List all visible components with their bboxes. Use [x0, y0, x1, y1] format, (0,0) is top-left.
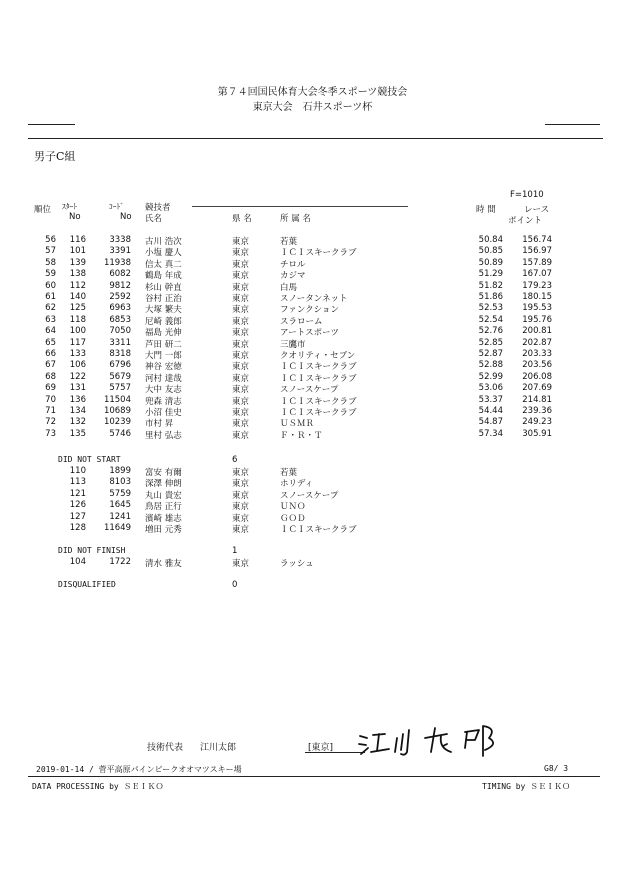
race-time: 52.53: [478, 303, 503, 314]
club-name: ＵＮＯ: [280, 502, 306, 513]
code-no: 10689: [103, 406, 131, 416]
start-no: 132: [69, 417, 86, 428]
start-no: 128: [69, 523, 86, 533]
code-no: 8103: [109, 477, 131, 488]
prefecture: 東京: [232, 419, 250, 430]
data-processing: DATA PROCESSING by ＳＥＩＫＯ: [32, 782, 164, 791]
code-no: 3391: [109, 246, 131, 257]
dns-row: [0, 523, 625, 535]
prefecture: 東京: [232, 362, 250, 373]
race-time: 53.06: [478, 383, 503, 394]
code-no: 1899: [109, 466, 131, 476]
start-no: 113: [69, 477, 86, 488]
page-number: G8/ 3: [544, 764, 569, 773]
result-row: [0, 281, 625, 293]
rank: 56: [45, 235, 56, 245]
prefecture: 東京: [232, 490, 250, 501]
race-time: 52.76: [478, 326, 503, 337]
col-pref: 県 名: [232, 214, 252, 224]
group-title: 男子C組: [34, 150, 76, 163]
dnf-label: DID NOT FINISH: [58, 546, 126, 555]
event-title: 第７４回国民体育大会冬季スポーツ競技会: [217, 87, 408, 98]
athlete-name: 小塩 慶人: [145, 248, 182, 259]
prefecture: 東京: [232, 271, 250, 282]
prefecture: 東京: [232, 339, 250, 350]
prefecture: 東京: [232, 282, 250, 293]
club-name: ＩＣＩスキークラブ: [280, 396, 357, 407]
dsq-count: 0: [232, 580, 238, 590]
divider-full: [28, 138, 603, 139]
code-no: 6796: [109, 360, 131, 371]
result-row: [0, 338, 625, 350]
divider-left: [28, 124, 75, 125]
athlete-name: 里村 弘志: [145, 430, 182, 441]
result-row: [0, 326, 625, 338]
dsq-label: DISQUALIFIED: [58, 580, 116, 589]
result-row: [0, 429, 625, 441]
athlete-name: 福島 光伸: [145, 328, 182, 339]
club-name: ラッシュ: [280, 559, 314, 569]
race-points: 207.69: [522, 383, 552, 394]
dns-label: DID NOT START: [58, 455, 121, 464]
dnf-count: 1: [232, 546, 238, 556]
td-name: 江川太郎: [200, 743, 237, 753]
race-points: 157.89: [522, 257, 552, 268]
club-name: カジマ: [280, 271, 306, 282]
race-time: 52.54: [478, 314, 503, 325]
result-row: [0, 395, 625, 407]
prefecture: 東京: [232, 237, 250, 247]
club-name: 若葉: [280, 237, 298, 247]
race-points: 214.81: [522, 394, 552, 405]
start-no: 133: [69, 349, 86, 359]
col-code-bottom: No: [120, 212, 132, 222]
dns-row: [0, 500, 625, 512]
dnf-row: [0, 557, 625, 569]
start-no: 100: [69, 326, 86, 337]
rank: 66: [45, 349, 56, 359]
prefecture: 東京: [232, 468, 250, 478]
code-no: 7050: [109, 326, 131, 337]
race-points: 156.97: [522, 246, 552, 257]
start-no: 121: [69, 488, 86, 499]
club-name: チロル: [280, 259, 306, 270]
result-row: [0, 383, 625, 395]
code-no: 11938: [103, 257, 131, 268]
rank: 64: [45, 326, 56, 337]
result-row: [0, 372, 625, 384]
code-no: 10239: [103, 417, 131, 428]
race-points: 202.87: [522, 337, 552, 348]
start-no: 138: [69, 269, 86, 280]
col-athlete-top: 競技者: [145, 203, 171, 213]
athlete-name: 小沼 佳史: [145, 408, 182, 418]
club-name: ＩＣＩスキークラブ: [280, 362, 357, 373]
code-no: 6853: [109, 314, 131, 325]
race-points: 195.53: [522, 303, 552, 314]
athlete-name: 富安 有爾: [145, 468, 182, 478]
prefecture: 東京: [232, 502, 250, 513]
athlete-name: 古川 浩次: [145, 237, 182, 247]
club-name: ファンクション: [280, 305, 339, 316]
start-no: 126: [69, 500, 86, 511]
club-name: クオリティ・セブン: [280, 351, 356, 361]
dns-row: [0, 477, 625, 489]
divider-right: [545, 124, 600, 125]
dns-row: [0, 466, 625, 478]
race-time: 52.85: [478, 337, 503, 348]
club-name: 三鷹市: [280, 339, 306, 350]
col-race-top: レース: [524, 205, 550, 215]
code-no: 2592: [109, 292, 131, 302]
code-no: 6082: [109, 269, 131, 280]
rank: 63: [45, 314, 56, 325]
race-points: 167.07: [522, 269, 552, 280]
signature-image: [355, 718, 505, 760]
result-row: [0, 315, 625, 327]
start-no: 110: [69, 466, 86, 476]
code-no: 1722: [109, 557, 131, 567]
rank: 57: [45, 246, 56, 257]
col-start-top: ｽﾀｰﾄ: [62, 202, 77, 211]
athlete-name: 鳥居 正行: [145, 502, 182, 513]
result-row: [0, 235, 625, 247]
race-time: 54.44: [478, 406, 503, 416]
race-time: 50.85: [478, 246, 503, 257]
race-time: 50.89: [478, 257, 503, 268]
code-no: 9812: [109, 280, 131, 291]
code-no: 5759: [109, 488, 131, 499]
race-time: 52.88: [478, 360, 503, 371]
athlete-name: 谷村 正治: [145, 294, 182, 304]
start-no: 122: [69, 371, 86, 382]
result-row: [0, 360, 625, 372]
athlete-name: 大塚 繁夫: [145, 305, 182, 316]
race-points: 206.08: [522, 371, 552, 382]
timing-credit: TIMING by ＳＥＩＫＯ: [482, 782, 571, 791]
rank: 65: [45, 337, 56, 348]
rank: 58: [45, 257, 56, 268]
col-rank: 順位: [34, 205, 52, 215]
rank: 69: [45, 383, 56, 394]
club-name: 若葉: [280, 468, 298, 478]
prefecture: 東京: [232, 328, 250, 339]
race-time: 51.82: [478, 280, 503, 291]
rank: 59: [45, 269, 56, 280]
club-name: ＵＳＭＲ: [280, 419, 315, 430]
prefecture: 東京: [232, 316, 250, 327]
code-no: 5757: [109, 383, 131, 394]
result-row: [0, 417, 625, 429]
race-points: 180.15: [522, 292, 552, 302]
start-no: 104: [69, 557, 86, 567]
dns-row: [0, 512, 625, 524]
date-venue: 2019-01-14 / 菅平高原パインビークオオマツスキー場: [36, 765, 242, 774]
event-subtitle: 東京大会 石井スポーツ杯: [252, 102, 373, 113]
race-time: 51.86: [478, 292, 503, 302]
start-no: 112: [69, 280, 86, 291]
code-no: 5746: [109, 428, 131, 439]
athlete-name: 大門 一郎: [145, 351, 182, 361]
start-no: 134: [69, 406, 86, 416]
race-time: 51.29: [478, 269, 503, 280]
race-points: 249.23: [522, 417, 552, 428]
td-pref: [東京]: [308, 743, 334, 753]
club-name: ＩＣＩスキークラブ: [280, 248, 357, 259]
athlete-name: 鶴島 年成: [145, 271, 182, 282]
rank: 73: [45, 428, 56, 439]
header-rule: [192, 206, 408, 207]
start-no: 106: [69, 360, 86, 371]
start-no: 136: [69, 394, 86, 405]
race-points: 156.74: [522, 235, 552, 245]
start-no: 127: [69, 511, 86, 522]
prefecture: 東京: [232, 525, 250, 535]
race-time: 52.99: [478, 371, 503, 382]
race-time: 50.84: [478, 235, 503, 245]
race-points: 203.56: [522, 360, 552, 371]
start-no: 140: [69, 292, 86, 302]
race-points: 200.81: [522, 326, 552, 337]
start-no: 118: [69, 314, 86, 325]
start-no: 135: [69, 428, 86, 439]
athlete-name: 尼崎 義郎: [145, 316, 182, 327]
race-points: 239.36: [522, 406, 552, 416]
prefecture: 東京: [232, 559, 250, 569]
footer-rule: [28, 776, 600, 777]
col-race-bottom: ポイント: [508, 216, 543, 226]
club-name: スラローム: [280, 316, 323, 327]
rank: 71: [45, 406, 56, 416]
athlete-name: 深澤 伸朗: [145, 479, 182, 490]
code-no: 11504: [103, 394, 131, 405]
race-points: 179.23: [522, 280, 552, 291]
club-name: スノースケープ: [280, 490, 339, 501]
club-name: Ｆ・Ｒ・Ｔ: [280, 430, 323, 441]
athlete-name: 市村 昇: [145, 419, 174, 430]
result-row: [0, 246, 625, 258]
athlete-name: 増田 元秀: [145, 525, 182, 535]
result-row: [0, 292, 625, 304]
race-points: 203.33: [522, 349, 552, 359]
code-no: 3338: [109, 235, 131, 245]
td-label: 技術代表: [147, 743, 184, 753]
code-no: 5679: [109, 371, 131, 382]
result-row: [0, 303, 625, 315]
club-name: ＩＣＩスキークラブ: [280, 408, 357, 418]
result-row: [0, 406, 625, 418]
race-time: 52.87: [478, 349, 503, 359]
start-no: 125: [69, 303, 86, 314]
col-athlete-bottom: 氏名: [145, 214, 163, 224]
club-name: スノータンネット: [280, 294, 348, 304]
prefecture: 東京: [232, 396, 250, 407]
code-no: 11649: [103, 523, 131, 533]
rank: 68: [45, 371, 56, 382]
rank: 67: [45, 360, 56, 371]
result-row: [0, 269, 625, 281]
prefecture: 東京: [232, 513, 250, 524]
race-points: 195.76: [522, 314, 552, 325]
athlete-name: 大中 友志: [145, 385, 182, 396]
prefecture: 東京: [232, 305, 250, 316]
code-no: 6963: [109, 303, 131, 314]
dns-row: [0, 489, 625, 501]
race-time: 57.34: [478, 428, 503, 439]
col-time: 時 間: [476, 205, 496, 215]
athlete-name: 信太 真二: [145, 259, 182, 270]
club-name: ＩＣＩスキークラブ: [280, 373, 357, 384]
prefecture: 東京: [232, 259, 250, 270]
prefecture: 東京: [232, 294, 250, 304]
prefecture: 東京: [232, 351, 250, 361]
dns-count: 6: [232, 455, 238, 465]
club-name: ＩＣＩスキークラブ: [280, 525, 357, 535]
club-name: スノースケープ: [280, 385, 339, 396]
code-no: 1241: [109, 511, 131, 522]
athlete-name: 丸山 貴宏: [145, 490, 182, 501]
prefecture: 東京: [232, 373, 250, 384]
athlete-name: 濱崎 雄志: [145, 513, 182, 524]
athlete-name: 河村 達哉: [145, 373, 182, 384]
start-no: 116: [69, 235, 86, 245]
code-no: 3311: [109, 337, 131, 348]
start-no: 117: [69, 337, 86, 348]
code-no: 1645: [109, 500, 131, 511]
rank: 61: [45, 292, 56, 302]
result-row: [0, 258, 625, 270]
f-value: F=1010: [510, 190, 544, 200]
athlete-name: 杉山 幹直: [145, 282, 182, 293]
start-no: 139: [69, 257, 86, 268]
club-name: ＧＯＤ: [280, 513, 306, 524]
rank: 70: [45, 394, 56, 405]
rank: 60: [45, 280, 56, 291]
code-no: 8318: [109, 349, 131, 359]
rank: 72: [45, 417, 56, 428]
col-club: 所 属 名: [280, 214, 311, 224]
club-name: 白馬: [280, 282, 298, 293]
club-name: アートスポーツ: [280, 328, 339, 339]
prefecture: 東京: [232, 248, 250, 259]
prefecture: 東京: [232, 408, 250, 418]
prefecture: 東京: [232, 430, 250, 441]
col-code-top: ｺｰﾄﾞ: [109, 202, 124, 211]
col-start-bottom: No: [69, 212, 81, 222]
athlete-name: 神谷 宏徳: [145, 362, 182, 373]
rank: 62: [45, 303, 56, 314]
race-time: 53.37: [478, 394, 503, 405]
prefecture: 東京: [232, 385, 250, 396]
start-no: 101: [69, 246, 86, 257]
prefecture: 東京: [232, 479, 250, 490]
athlete-name: 清水 雅友: [145, 559, 182, 569]
race-points: 305.91: [522, 428, 552, 439]
start-no: 131: [69, 383, 86, 394]
race-time: 54.87: [478, 417, 503, 428]
club-name: ホリディ: [280, 479, 314, 490]
athlete-name: 芦田 研二: [145, 339, 182, 350]
athlete-name: 兜森 清志: [145, 396, 182, 407]
result-row: [0, 349, 625, 361]
